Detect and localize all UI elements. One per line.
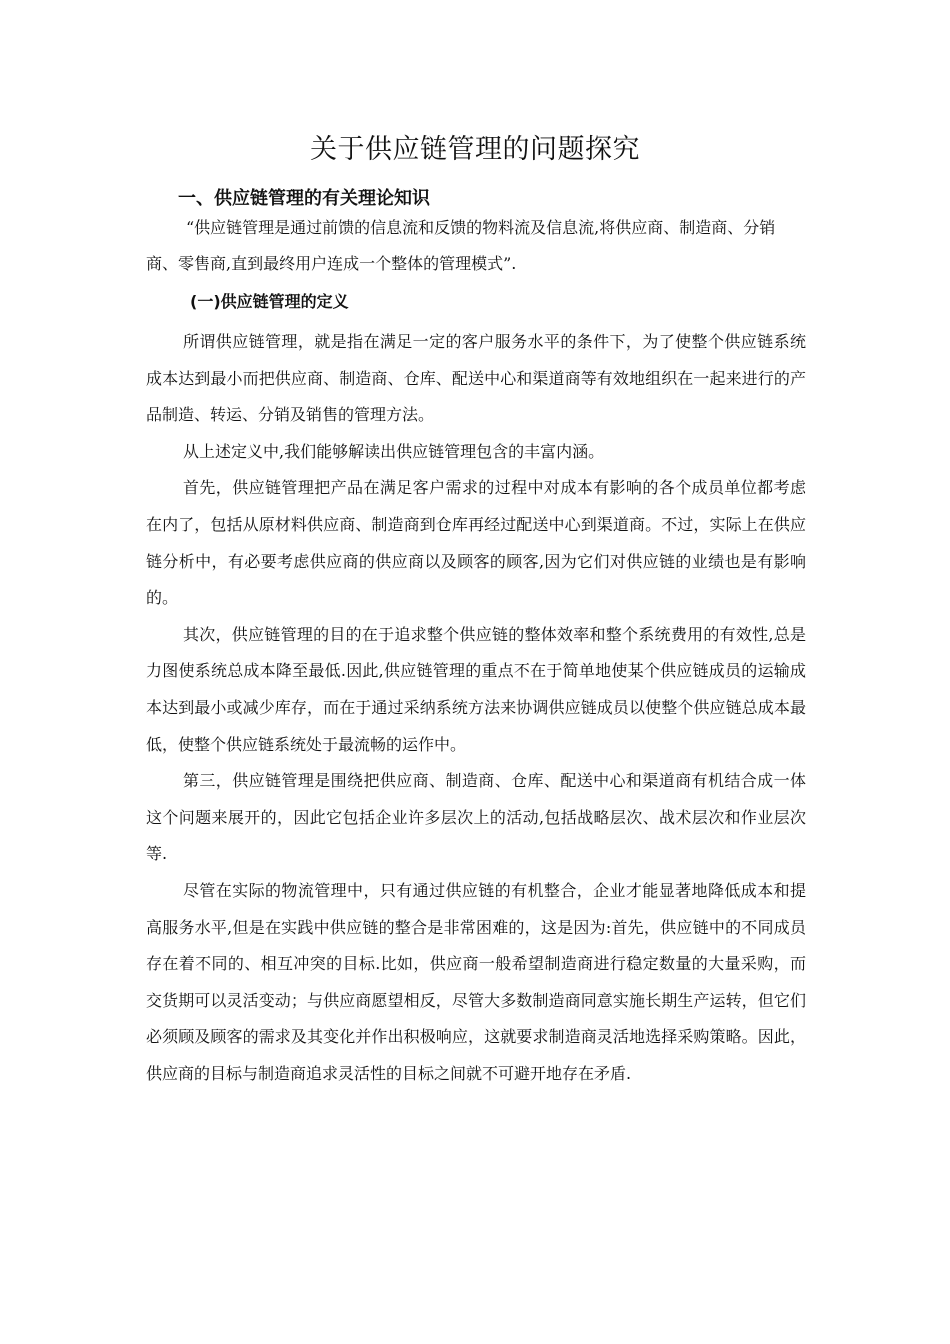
body-paragraph-second-point: 其次，供应链管理的目的在于追求整个供应链的整体效率和整个系统费用的有效性,总是力图使系统总成本降至最低.因此,供应链管理的重点不在于简单地使某个供应链成员的运输成本达到最小或减少库存，而在于通过采纳系统方法来协调供应链成员以使整个供应链总成本最低，使整个供应链系统处于最流畅的运作中。 xyxy=(146,624,806,754)
body-paragraph-integration-difficulty: 尽管在实际的物流管理中，只有通过供应链的有机整合，企业才能显著地降低成本和提高服务水平,但是在实践中供应链的整合是非常困难的，这是因为:首先，供应链中的不同成员存在着不同的、相互冲突的目标.比如，供应商一般希望制造商进行稳定数量的大量采购，而交货期可以灵活变动；与供应商愿望相反，尽管大多数制造商同意实施长期生产运转，但它们必须顾及顾客的需求及其变化并作出积极响应，这就要求制造商灵活地选择采购策略。因此，供应商的目标与制造商追求灵活性的目标之间就不可避开地存在矛盾. xyxy=(146,880,806,1083)
intro-quote-paragraph: “供应链管理是通过前馈的信息流和反馈的物料流及信息流,将供应商、制造商、分销商、零售商,直到最终用户连成一个整体的管理模式”. xyxy=(146,218,776,273)
body-paragraph-definition: 所谓供应链管理，就是指在满足一定的客户服务水平的条件下，为了使整个供应链系统成本达到最小而把供应商、制造商、仓库、配送中心和渠道商等有效地组织在一起来进行的产品制造、转运、分销及销售的管理方法。 xyxy=(146,332,806,425)
body-paragraph-first-point: 首先，供应链管理把产品在满足客户需求的过程中对成本有影响的各个成员单位都考虑在内了，包括从原材料供应商、制造商到仓库再经过配送中心到渠道商。不过，实际上在供应链分析中，有必要考虑供应商的供应商以及顾客的顾客,因为它们对供应链的业绩也是有影响的。 xyxy=(146,478,806,608)
document-title: 关于供应链管理的问题探究 xyxy=(310,134,640,165)
body-paragraph-third-point: 第三，供应链管理是围绕把供应商、制造商、仓库、配送中心和渠道商有机结合成一体这个问题来展开的，因此它包括企业许多层次上的活动,包括战略层次、战术层次和作业层次等. xyxy=(146,771,806,864)
body-paragraph-interpretation: 从上述定义中,我们能够解读出供应链管理包含的丰富内涵。 xyxy=(183,441,605,461)
subsection-heading: (一)供应链管理的定义 xyxy=(190,292,349,311)
document-body xyxy=(146,324,806,1092)
section-heading: 一、供应链管理的有关理论知识 xyxy=(178,188,430,209)
